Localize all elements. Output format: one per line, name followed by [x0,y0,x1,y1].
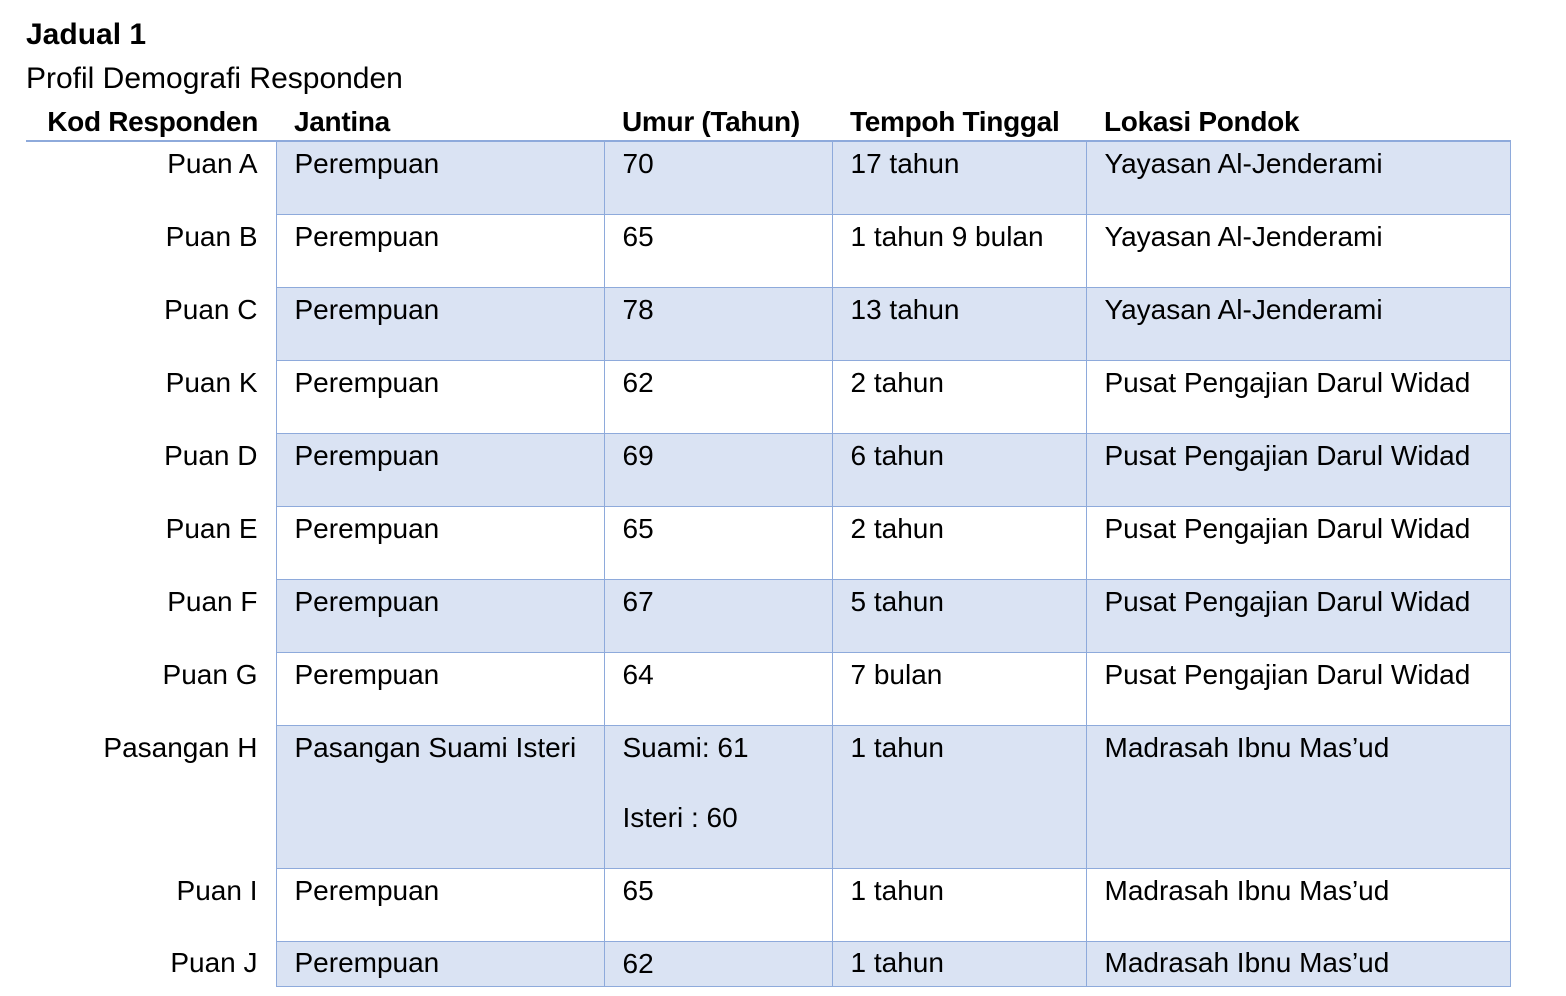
cell-gender: Perempuan [276,215,604,288]
header-duration: Tempoh Tinggal [832,100,1086,141]
cell-location: Madrasah Ibnu Mas’ud [1086,942,1510,987]
cell-respondent-code: Puan I [26,869,276,942]
cell-age [604,507,832,580]
cell-respondent-code: Puan J [26,942,276,987]
age-value: Suami: 61 [622,732,749,763]
age-value: 64 [622,659,654,690]
table-row [26,141,1510,215]
cell-duration: 1 tahun [832,726,1086,869]
table-header [26,100,1510,141]
cell-age [604,580,832,653]
cell-gender: Perempuan [276,653,604,726]
cell-respondent-code: Puan A [26,141,276,215]
cell-respondent-code: Puan B [26,215,276,288]
cell-age [604,141,832,215]
cell-respondent-code: Puan D [26,434,276,507]
cell-age [604,869,832,942]
table-row [26,361,1510,434]
cell-respondent-code: Pasangan H [26,726,276,869]
cell-location: Pusat Pengajian Darul Widad [1086,361,1510,434]
cell-location: Madrasah Ibnu Mas’ud [1086,869,1510,942]
cell-location: Yayasan Al-Jenderami [1086,141,1510,215]
age-value: 67 [622,586,654,617]
header-gender: Jantina [276,100,604,141]
cell-gender: Perempuan [276,869,604,942]
cell-location: Pusat Pengajian Darul Widad [1086,653,1510,726]
cell-respondent-code: Puan C [26,288,276,361]
cell-location: Yayasan Al-Jenderami [1086,215,1510,288]
cell-age [604,434,832,507]
cell-location: Pusat Pengajian Darul Widad [1086,434,1510,507]
age-value: 69 [622,440,654,471]
cell-respondent-code: Puan F [26,580,276,653]
cell-respondent-code: Puan G [26,653,276,726]
cell-duration: 5 tahun [832,580,1086,653]
cell-age [604,361,832,434]
age-value: 65 [622,221,654,252]
age-value: Isteri : 60 [622,802,738,833]
cell-location: Yayasan Al-Jenderami [1086,288,1510,361]
table-body [26,141,1510,987]
demographic-table [26,100,1511,987]
age-value: 65 [622,513,654,544]
cell-location: Pusat Pengajian Darul Widad [1086,507,1510,580]
cell-duration: 1 tahun [832,942,1086,987]
table-row [26,869,1510,942]
header-location: Lokasi Pondok [1086,100,1510,141]
age-value: 62 [622,367,654,398]
cell-duration: 17 tahun [832,141,1086,215]
cell-duration: 1 tahun [832,869,1086,942]
cell-gender: Perempuan [276,361,604,434]
cell-location: Pusat Pengajian Darul Widad [1086,580,1510,653]
cell-age [604,215,832,288]
age-value: 70 [622,148,654,179]
cell-respondent-code: Puan E [26,507,276,580]
table-row [26,507,1510,580]
age-value: 62 [622,948,654,979]
cell-duration: 2 tahun [832,507,1086,580]
cell-age [604,942,832,987]
table-row [26,942,1510,987]
cell-duration: 7 bulan [832,653,1086,726]
table-caption-number: Jadual 1 [26,18,147,51]
cell-gender: Perempuan [276,141,604,215]
cell-gender: Perempuan [276,580,604,653]
cell-gender: Perempuan [276,434,604,507]
header-row [26,100,1510,141]
cell-age [604,288,832,361]
cell-gender: Perempuan [276,288,604,361]
cell-gender: Perempuan [276,942,604,987]
table-row [26,215,1510,288]
table-row [26,434,1510,507]
cell-age [604,726,832,869]
cell-location: Madrasah Ibnu Mas’ud [1086,726,1510,869]
age-value: 78 [622,294,654,325]
cell-gender: Perempuan [276,507,604,580]
cell-duration: 6 tahun [832,434,1086,507]
table-caption-title: Profil Demografi Responden [26,62,403,95]
table-row [26,580,1510,653]
cell-respondent-code: Puan K [26,361,276,434]
cell-duration: 1 tahun 9 bulan [832,215,1086,288]
header-age: Umur (Tahun) [604,100,832,141]
cell-gender: Pasangan Suami Isteri [276,726,604,869]
table-row [26,726,1510,869]
cell-age [604,653,832,726]
table-row [26,653,1510,726]
header-respondent-code: Kod Responden [26,100,276,141]
cell-duration: 2 tahun [832,361,1086,434]
age-value: 65 [622,875,654,906]
cell-duration: 13 tahun [832,288,1086,361]
table-row [26,288,1510,361]
